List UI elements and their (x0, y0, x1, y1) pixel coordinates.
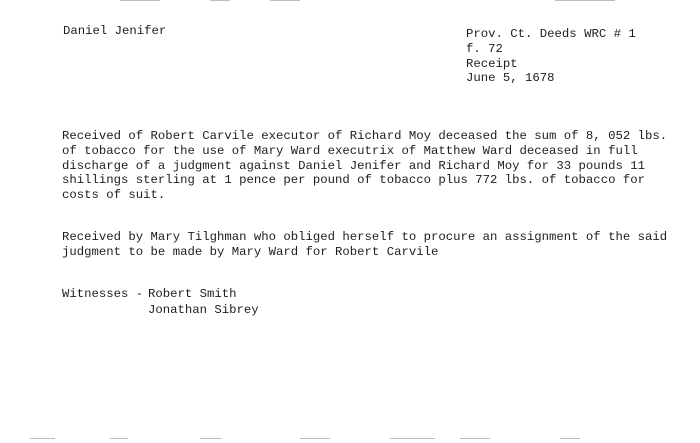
paragraph-line: discharge of a judgment against Daniel Jenifer and Richard Moy for 33 pounds 11 (62, 158, 645, 173)
witnesses-block (62, 287, 259, 318)
header-reference: Prov. Ct. Deeds WRC # 1 (466, 27, 636, 41)
paragraph-line: of tobacco for the use of Mary Ward executrix of Matthew Ward deceased in full (62, 143, 638, 158)
receipt-paragraph (62, 129, 672, 203)
scan-edge-bottom (0, 438, 700, 441)
paragraph-line: judgment to be made by Mary Ward for Robert Carvile (62, 244, 439, 259)
witness-row (62, 303, 259, 319)
header-folio: f. 72 (466, 41, 503, 56)
paragraph-line: Received of Robert Carvile executor of Richard Moy deceased the sum of 8, 052 lbs. (62, 129, 668, 143)
witness-name: Jonathan Sibrey (148, 302, 259, 317)
witnesses-label: Witnesses - (62, 287, 144, 301)
assignment-paragraph (62, 230, 672, 260)
header-date: June 5, 1678 (466, 71, 555, 86)
header-type: Receipt (466, 56, 518, 71)
document-name: Daniel Jenifer (63, 24, 167, 38)
document-header (466, 27, 636, 86)
paragraph-line: costs of suit. (62, 188, 166, 203)
paragraph-line: Received by Mary Tilghman who obliged herself to procure an assignment of the said (62, 230, 668, 244)
witness-row (62, 287, 259, 303)
paragraph-line: shillings sterling at 1 pence per pound of tobacco plus 772 lbs. of tobacco for (62, 173, 645, 188)
witness-name: Robert Smith (148, 287, 237, 301)
scan-edge-top (0, 0, 700, 3)
